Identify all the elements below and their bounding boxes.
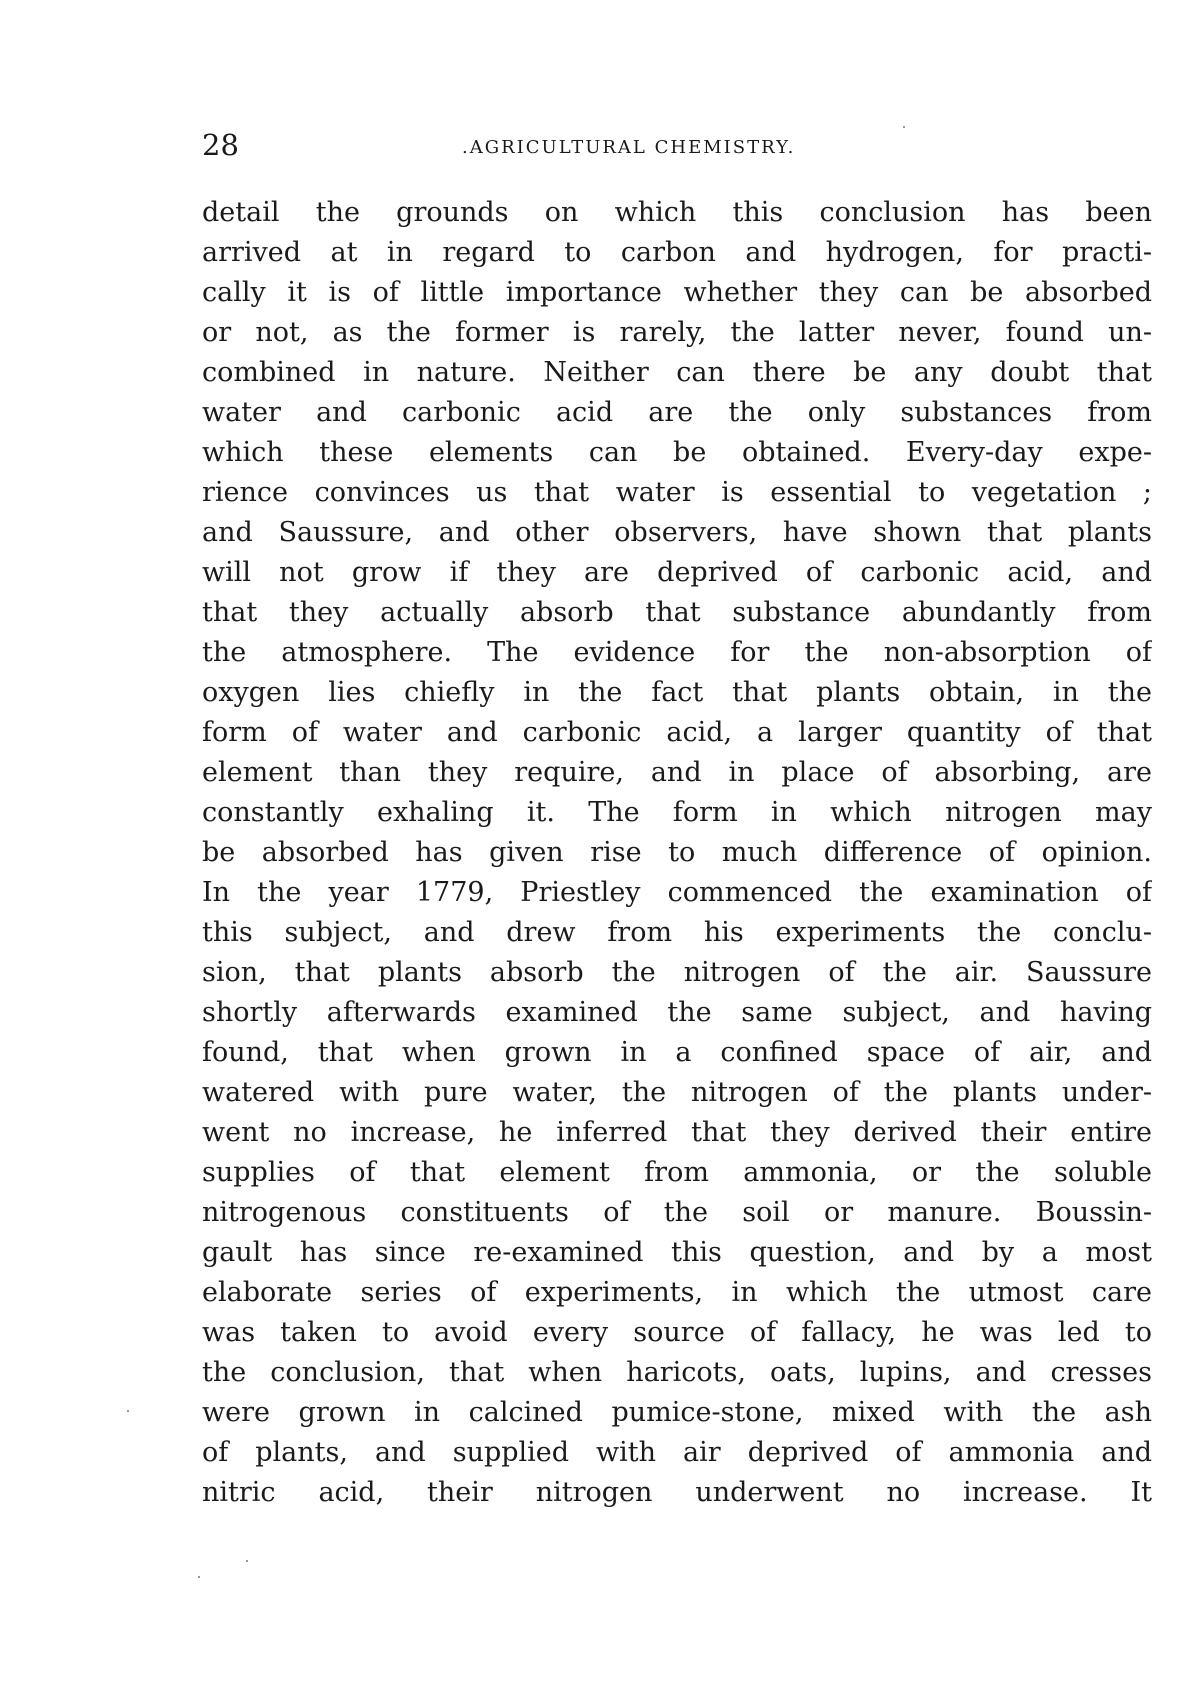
text-line: constantly exhaling it. The form in which nitrogen may [202, 797, 1152, 828]
text-line: this subject, and drew from his experiments the conclu- [202, 917, 1152, 948]
text-line: was taken to avoid every source of fallacy, he was led to [202, 1317, 1152, 1348]
text-line: oxygen lies chiefly in the fact that plants obtain, in the [202, 677, 1152, 708]
text-line: combined in nature. Neither can there be any doubt that [202, 357, 1152, 388]
text-line: cally it is of little importance whether they can be absorbed [202, 277, 1152, 308]
text-line: that they actually absorb that substance abundantly from [202, 597, 1152, 628]
running-head [202, 128, 1142, 168]
scan-speck [903, 126, 905, 128]
running-title: .AGRICULTURAL CHEMISTRY. [462, 137, 796, 158]
scan-speck [246, 1560, 248, 1562]
text-line: or not, as the former is rarely, the latter never, found un- [202, 317, 1152, 348]
text-line: elaborate series of experiments, in which the utmost care [202, 1277, 1152, 1308]
text-line: found, that when grown in a confined space of air, and [202, 1037, 1152, 1068]
text-line: will not grow if they are deprived of carbonic acid, and [202, 557, 1152, 588]
text-line: of plants, and supplied with air deprived of ammonia and [202, 1437, 1152, 1468]
text-line: supplies of that element from ammonia, or the soluble [202, 1157, 1152, 1188]
text-line: be absorbed has given rise to much difference of opinion. [202, 837, 1152, 868]
text-line: arrived at in regard to carbon and hydrogen, for practi- [202, 237, 1152, 268]
text-line: and Saussure, and other observers, have shown that plants [202, 517, 1152, 548]
text-line: went no increase, he inferred that they derived their entire [202, 1117, 1152, 1148]
scan-speck [127, 1410, 129, 1412]
text-line: watered with pure water, the nitrogen of the plants under- [202, 1077, 1152, 1108]
text-line: which these elements can be obtained. Every-day expe- [202, 437, 1152, 468]
text-line: detail the grounds on which this conclusion has been [202, 197, 1152, 228]
text-line: the conclusion, that when haricots, oats, lupins, and cresses [202, 1357, 1152, 1388]
scan-speck [198, 1576, 200, 1578]
text-line: rience convinces us that water is essential to vegetation ; [202, 477, 1152, 508]
text-line: were grown in calcined pumice-stone, mixed with the ash [202, 1397, 1152, 1428]
text-line: nitrogenous constituents of the soil or manure. Boussin- [202, 1197, 1152, 1228]
text-line: In the year 1779, Priestley commenced the examination of [202, 877, 1152, 908]
text-line: form of water and carbonic acid, a larger quantity of that [202, 717, 1152, 748]
text-line: element than they require, and in place of absorbing, are [202, 757, 1152, 788]
body-paragraph [202, 193, 1152, 1513]
text-line: sion, that plants absorb the nitrogen of the air. Saussure [202, 957, 1152, 988]
text-line: nitric acid, their nitrogen underwent no increase. It [202, 1477, 1152, 1508]
text-line: gault has since re-examined this question, and by a most [202, 1237, 1152, 1268]
text-line: water and carbonic acid are the only substances from [202, 397, 1152, 428]
page-number: 28 [202, 128, 239, 162]
text-line: shortly afterwards examined the same subject, and having [202, 997, 1152, 1028]
text-line: the atmosphere. The evidence for the non-absorption of [202, 637, 1152, 668]
